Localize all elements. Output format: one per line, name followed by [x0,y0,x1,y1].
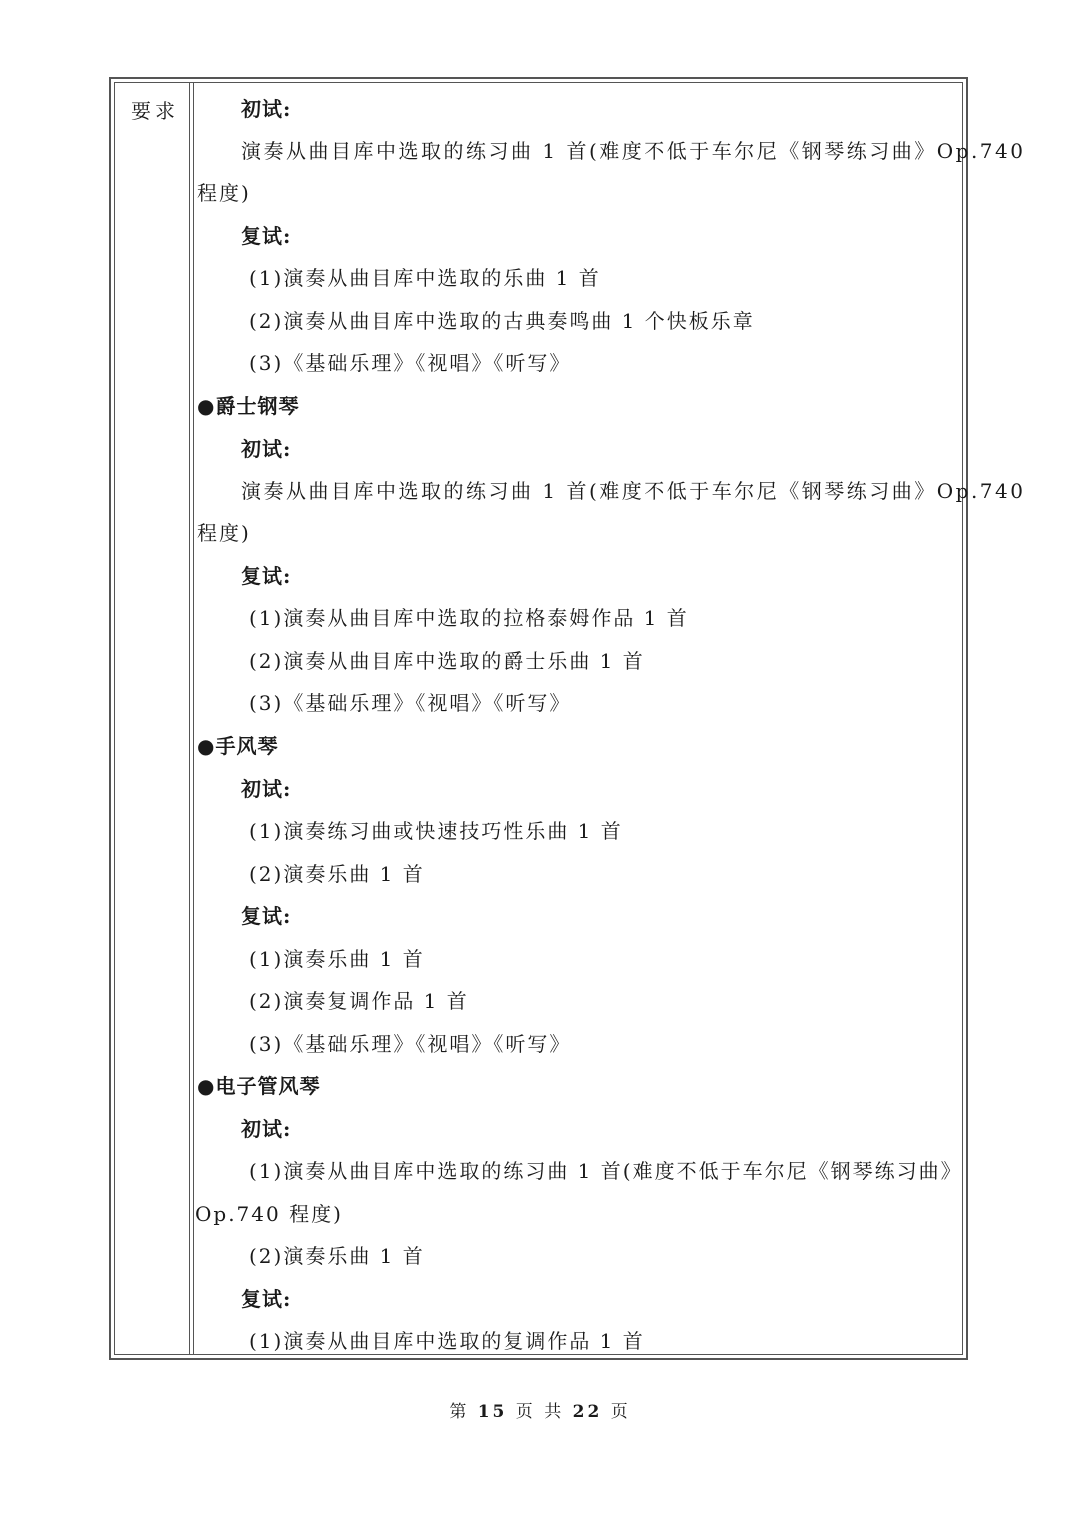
section-label-preliminary: 初试: [241,97,292,121]
requirement-item: (2)演奏从曲目库中选取的古典奏鸣曲 1 个快板乐章 [249,309,755,333]
requirements-table [109,77,1026,1360]
requirement-item: (3)《基础乐理》《视唱》《听写》 [249,351,572,375]
requirement-item: (2)演奏从曲目库中选取的爵士乐曲 1 首 [249,649,645,673]
section-label-preliminary: 初试: [241,1117,292,1141]
section-label-preliminary: 初试: [241,437,292,461]
requirement-item: (2)演奏乐曲 1 首 [249,862,425,886]
requirement-item: (1)演奏从曲目库中选取的拉格泰姆作品 1 首 [249,606,689,630]
requirement-item: (1)演奏从曲目库中选取的练习曲 1 首(难度不低于车尔尼《钢琴练习曲》 [249,1159,963,1183]
page-footer [0,1397,1080,1422]
requirement-text: 演奏从曲目库中选取的练习曲 1 首(难度不低于车尔尼《钢琴练习曲》Op.740 [241,139,1026,163]
section-label-retest: 复试: [241,564,292,588]
requirement-item: (1)演奏练习曲或快速技巧性乐曲 1 首 [249,819,623,843]
footer-mid: 页 共 [515,1402,565,1422]
footer-suffix: 页 [610,1402,631,1422]
requirement-item: (3)《基础乐理》《视唱》《听写》 [249,1032,572,1056]
column-divider [193,83,194,1354]
category-heading-jazz-piano: ●爵士钢琴 [197,394,300,418]
requirement-item: (1)演奏乐曲 1 首 [249,947,425,971]
page-number: 15 [477,1402,508,1422]
footer-prefix: 第 [449,1402,470,1422]
section-label-retest: 复试: [241,1287,292,1311]
row-label: 要求 [131,99,179,123]
requirements-content [195,83,1026,1354]
label-column [115,83,190,1354]
section-label-retest: 复试: [241,904,292,928]
requirement-text-continued: 程度) [197,521,251,545]
page-total: 22 [572,1402,603,1422]
category-heading-electronic-organ: ●电子管风琴 [197,1074,321,1098]
requirement-item: (2)演奏乐曲 1 首 [249,1244,425,1268]
requirement-text: 演奏从曲目库中选取的练习曲 1 首(难度不低于车尔尼《钢琴练习曲》Op.740 [241,479,1026,503]
requirement-item: (1)演奏从曲目库中选取的复调作品 1 首 [249,1329,645,1353]
requirement-item: (2)演奏复调作品 1 首 [249,989,469,1013]
requirement-text-continued: Op.740 程度) [195,1202,343,1226]
requirement-item: (3)《基础乐理》《视唱》《听写》 [249,691,572,715]
category-heading-accordion: ●手风琴 [197,734,279,758]
section-label-preliminary: 初试: [241,777,292,801]
requirement-text-continued: 程度) [197,181,251,205]
table-inner-border [114,82,1026,1355]
section-label-retest: 复试: [241,224,292,248]
requirement-item: (1)演奏从曲目库中选取的乐曲 1 首 [249,266,601,290]
